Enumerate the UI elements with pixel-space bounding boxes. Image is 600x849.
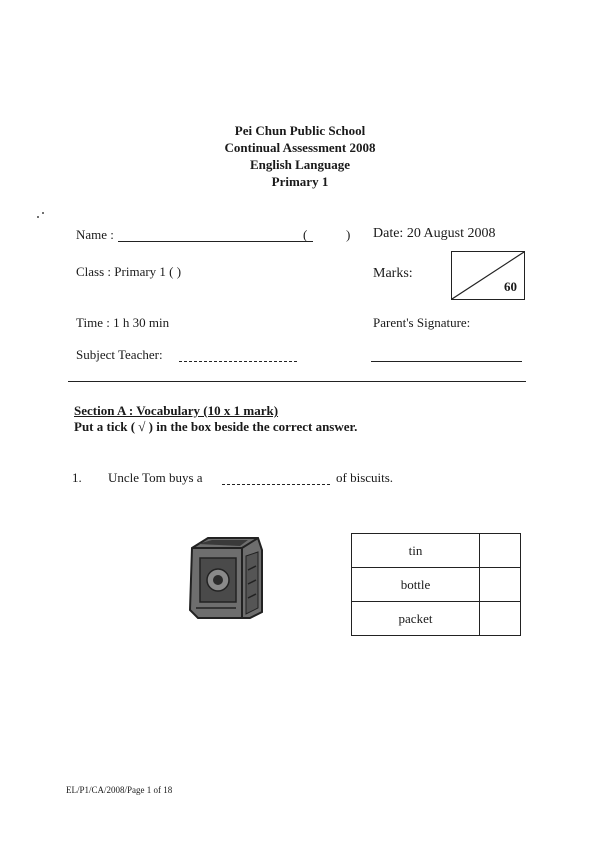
scan-speck bbox=[37, 216, 39, 218]
question-text-after: of biscuits. bbox=[336, 470, 394, 485]
biscuit-tin-image bbox=[186, 532, 266, 625]
document-header bbox=[0, 122, 600, 190]
marks-label: Marks: bbox=[373, 266, 413, 281]
answer-options-table bbox=[351, 533, 521, 636]
register-number-open: ( bbox=[303, 227, 308, 242]
subject-teacher-label: Subject Teacher: bbox=[76, 347, 163, 362]
marks-box bbox=[451, 251, 525, 300]
date-text: Date: 20 August 2008 bbox=[373, 226, 496, 241]
header-divider bbox=[68, 381, 526, 382]
question-number: 1. bbox=[72, 470, 82, 485]
tick-box[interactable] bbox=[480, 534, 521, 568]
school-name: Pei Chun Public School bbox=[234, 123, 366, 138]
time-text: Time : 1 h 30 min bbox=[76, 315, 170, 330]
page-footer: EL/P1/CA/2008/Page 1 of 18 bbox=[66, 785, 173, 795]
name-label: Name : bbox=[76, 227, 114, 242]
name-field[interactable] bbox=[118, 241, 313, 242]
scan-speck bbox=[42, 212, 44, 214]
register-number-close: ) bbox=[346, 227, 351, 242]
option-label: tin bbox=[352, 534, 480, 568]
level-title: Primary 1 bbox=[271, 174, 329, 189]
section-title: Section A : Vocabulary (10 x 1 mark) bbox=[74, 403, 279, 418]
answer-blank bbox=[222, 484, 330, 485]
subject-teacher-field[interactable] bbox=[179, 361, 297, 362]
option-label: packet bbox=[352, 602, 480, 636]
option-row bbox=[352, 568, 521, 602]
tick-box[interactable] bbox=[480, 568, 521, 602]
option-row bbox=[352, 602, 521, 636]
marks-total: 60 bbox=[504, 279, 517, 294]
question-text-before: Uncle Tom buys a bbox=[108, 470, 203, 485]
option-row bbox=[352, 534, 521, 568]
tick-box[interactable] bbox=[480, 602, 521, 636]
subject-title: English Language bbox=[249, 157, 351, 172]
section-instruction: Put a tick ( √ ) in the box beside the correct answer. bbox=[74, 419, 358, 434]
option-label: bottle bbox=[352, 568, 480, 602]
class-text: Class : Primary 1 ( ) bbox=[76, 264, 182, 279]
assessment-title: Continual Assessment 2008 bbox=[224, 140, 376, 155]
parent-signature-label: Parent's Signature: bbox=[373, 315, 471, 330]
parent-signature-field[interactable] bbox=[371, 361, 522, 362]
